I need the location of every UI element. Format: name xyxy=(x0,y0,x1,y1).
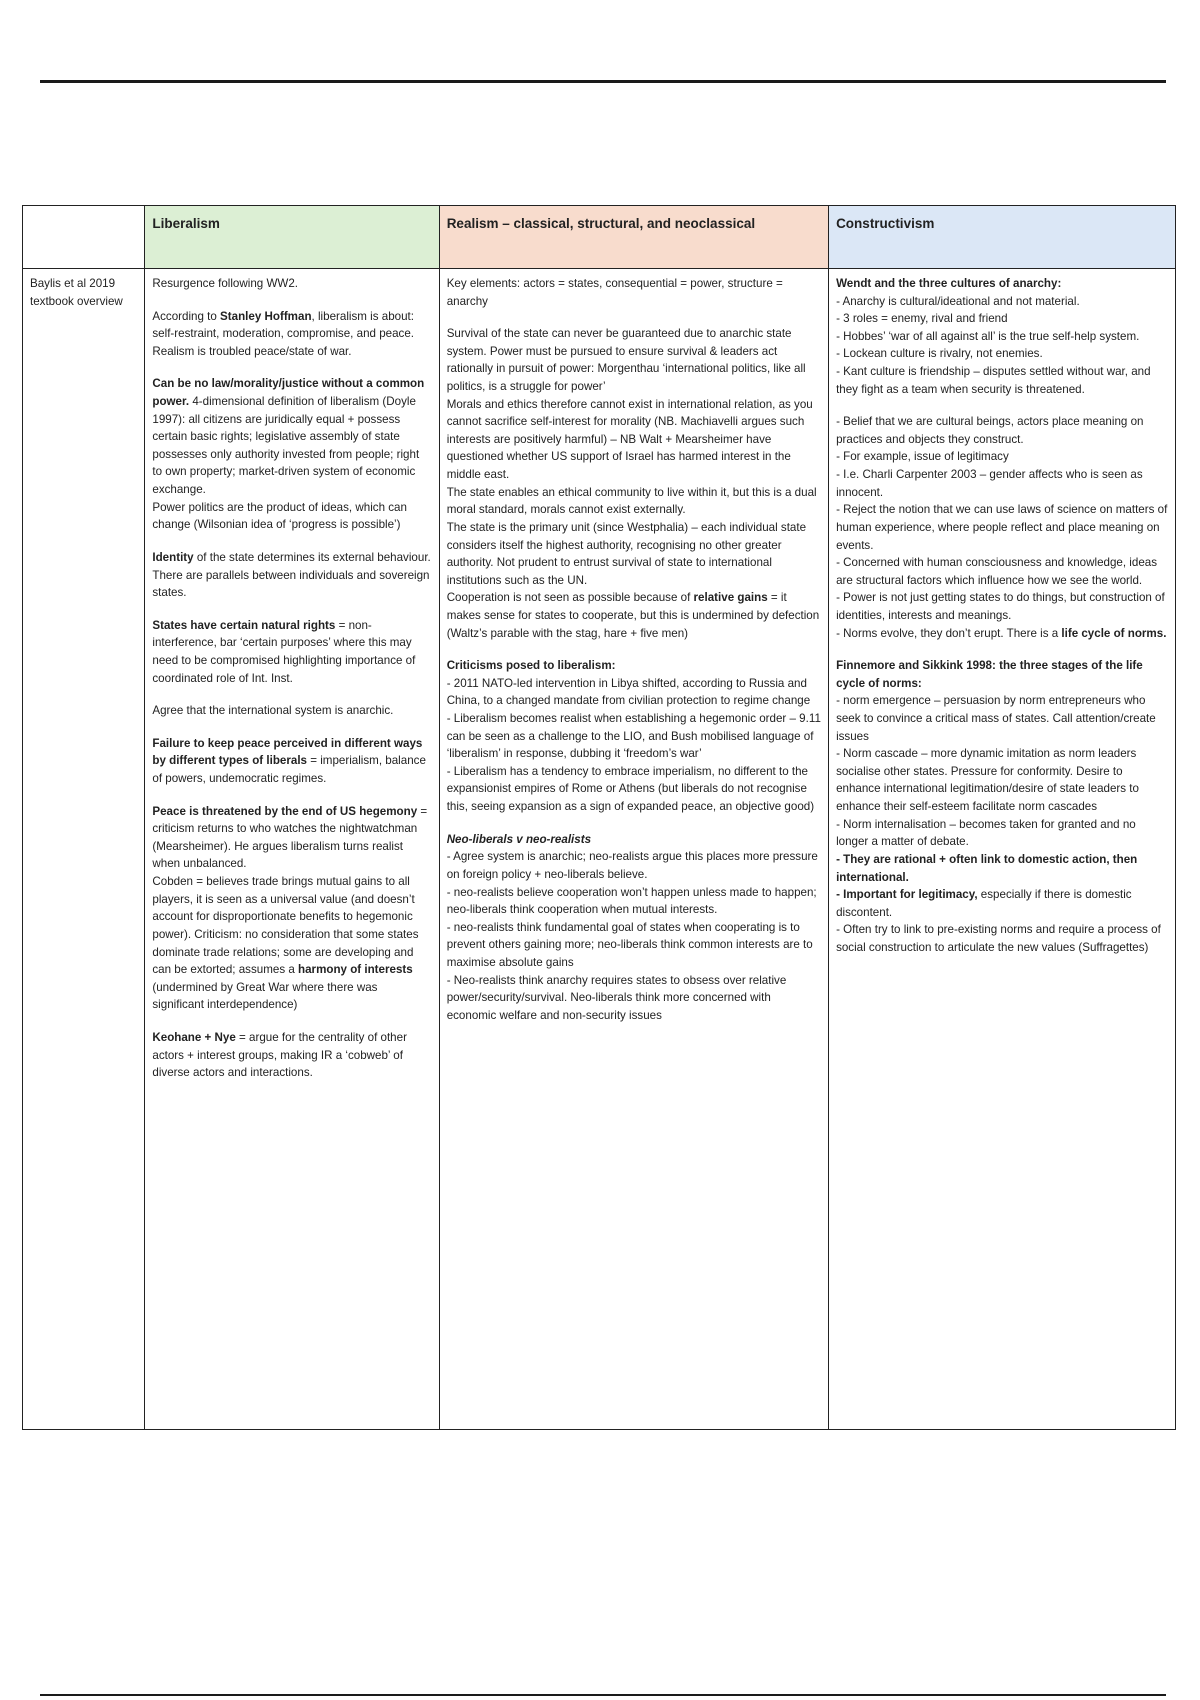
row-label: Baylis et al 2019 textbook overview xyxy=(23,269,145,1430)
real-ethical-community: The state enables an ethical community to live within it, but this is a dual moral standard, morals cannot exist externally. xyxy=(446,485,817,517)
real-crit-libya: - 2011 NATO-led intervention in Libya shifted, according to Russia and China, to a changed mandate from civilian protection to regime change xyxy=(446,676,811,708)
liberalism-cell xyxy=(145,269,439,1430)
lib-resurgence: Resurgence following WW2. xyxy=(152,277,298,290)
constructivism-cell xyxy=(829,269,1176,1430)
real-cooperation: Cooperation is not seen as possible because of relative gains = it makes sense for states to cooperate, but this is undermined by defection (Waltz’s parable with the stag, hare + five men) xyxy=(446,591,820,640)
con-f5: - Important for legitimacy, especially if there is domestic discontent. xyxy=(836,888,1132,919)
real-neo-1: - Agree system is anarchic; neo-realists argue this places more pressure on foreign policy + neo-liberals believe. xyxy=(446,850,818,881)
real-neo-heading: Neo-liberals v neo-realists xyxy=(446,832,592,846)
header-row xyxy=(23,206,1176,269)
con-b2: - For example, issue of legitimacy xyxy=(836,450,1009,464)
con-b3: - I.e. Charli Carpenter 2003 – gender affects who is seen as innocent. xyxy=(836,468,1143,499)
con-b5: - Concerned with human consciousness and knowledge, ideas are structural factors which influence how we see the world. xyxy=(836,556,1158,587)
header-realism: Realism – classical, structural, and neoclassical xyxy=(439,206,828,269)
lib-power-politics: Power politics are the product of ideas, which can change (Wilsonian idea of ‘progress is possible’) xyxy=(152,500,407,532)
con-w3: - Hobbes’ ‘war of all against all’ is the true self-help system. xyxy=(836,329,1140,343)
header-blank xyxy=(23,206,145,269)
con-f1: - norm emergence – persuasion by norm entrepreneurs who seek to convince a critical mass of states. Call attention/create issues xyxy=(836,694,1156,743)
lib-identity: Identity of the state determines its external behaviour. There are parallels between individuals and sovereign states. xyxy=(152,550,431,600)
con-w1: - Anarchy is cultural/ideational and not material. xyxy=(836,294,1080,308)
con-w4: - Lockean culture is rivalry, not enemies. xyxy=(836,347,1043,361)
header-constructivism: Constructivism xyxy=(829,206,1176,269)
real-criticisms-heading: Criticisms posed to liberalism: xyxy=(446,659,616,673)
bottom-rule xyxy=(40,1694,1166,1696)
lib-common-power: Can be no law/morality/justice without a common power. 4-dimensional definition of liberalism (Doyle 1997): all citizens are juridically equal + possess certain basic rights; legislative assembly of state possesses only authority invested from people; right to own property; market-driven system of economic exchange. xyxy=(152,377,425,497)
comparison-table xyxy=(22,205,1176,1430)
real-survival: Survival of the state can never be guaranteed due to anarchic state system. Power must be pursued to ensure survival & leaders act rationally in pursuit of power: Morgenthau ‘international politics, like all politics, is a struggle for power’ xyxy=(446,327,806,394)
realism-cell xyxy=(439,269,828,1430)
con-f2: - Norm cascade – more dynamic imitation as norm leaders socialise other states. Pressure for conformity. Desire to enhance international legitimation/desire of state leaders to enhance their self-esteem facilitate norm cascades xyxy=(836,747,1139,814)
real-crit-imperialism: - Liberalism has a tendency to embrace imperialism, no different to the expansionist empires of Rome or Athens (but liberals do not recognise this, seeing expansion as a sign of expanded peace, an objective good) xyxy=(446,764,815,814)
header-liberalism: Liberalism xyxy=(145,206,439,269)
top-rule xyxy=(40,80,1166,83)
con-f3: - Norm internalisation – becomes taken for granted and no longer a matter of debate. xyxy=(836,817,1136,849)
real-crit-hegemonic: - Liberalism becomes realist when establishing a hegemonic order – 9.11 can be seen as a challenge to the LIO, and Bush mobilised language of ‘liberalism’ in response, dubbing it ‘freedom’s war’ xyxy=(446,712,821,761)
real-neo-3: - neo-realists think fundamental goal of states when cooperating is to prevent others gaining more; neo-liberals think common interests are to maximise absolute gains xyxy=(446,920,813,969)
lib-anarchic: Agree that the international system is anarchic. xyxy=(152,704,394,718)
con-finnemore-heading: Finnemore and Sikkink 1998: the three stages of the life cycle of norms: xyxy=(836,659,1143,690)
table-row xyxy=(23,269,1176,1430)
lib-hegemony: Peace is threatened by the end of US hegemony = criticism returns to who watches the nightwatchman (Mearsheimer). He argues liberalism turns realist when unbalanced. xyxy=(152,804,428,871)
lib-hoffman: According to Stanley Hoffman, liberalism is about: self-restraint, moderation, compromise, and peace. Realism is troubled peace/state of war. xyxy=(152,309,414,358)
real-neo-2: - neo-realists believe cooperation won’t happen unless made to happen; neo-liberals think cooperation when mutual interests. xyxy=(446,885,817,917)
con-b1: - Belief that we are cultural beings, actors place meaning on practices and objects they construct. xyxy=(836,415,1144,446)
con-b7: - Norms evolve, they don’t erupt. There is a life cycle of norms. xyxy=(836,626,1167,640)
con-b6: - Power is not just getting states to do things, but construction of identities, interests and meanings. xyxy=(836,591,1165,622)
real-neo-4: - Neo-realists think anarchy requires states to obsess over relative power/security/survival. Neo-liberals think more concerned with economic welfare and non-security issues xyxy=(446,973,787,1022)
con-w5: - Kant culture is friendship – disputes settled without war, and they fight as a team when security is threatened. xyxy=(836,365,1151,396)
con-b4: - Reject the notion that we can use laws of science on matters of human experience, where people reflect and place meaning on events. xyxy=(836,503,1168,552)
lib-natural-rights: States have certain natural rights = non-interference, bar ‘certain purposes’ where this may need to be compromised highlighting importance of coordinated role of Int. Inst. xyxy=(152,618,416,685)
con-wendt-heading: Wendt and the three cultures of anarchy: xyxy=(836,277,1062,290)
lib-cobden: Cobden = believes trade brings mutual gains to all players, it is seen as a universal value (and doesn’t account for disproportionate benefits to hegemonic power). Criticism: no consideration that some states dominate trade relations; some are developing and can be extorted; assumes a harmony of interests (undermined by Great War where there was significant interdependence) xyxy=(152,875,419,1012)
con-f4: - They are rational + often link to domestic action, then international. xyxy=(836,852,1138,884)
real-key-elements: Key elements: actors = states, consequential = power, structure = anarchy xyxy=(446,277,783,308)
con-w2: - 3 roles = enemy, rival and friend xyxy=(836,312,1008,326)
con-f6: - Often try to link to pre-existing norms and require a process of social construction to articulate the new values (Suffragettes) xyxy=(836,923,1161,954)
real-primary-unit: The state is the primary unit (since Westphalia) – each individual state considers itself the highest authority, recognising no other greater authority. Not prudent to entrust survival of state to international institutions such as the UN. xyxy=(446,520,807,587)
lib-failure-peace: Failure to keep peace perceived in different ways by different types of liberals = imperialism, balance of powers, undemocratic regimes. xyxy=(152,736,426,786)
real-morals: Morals and ethics therefore cannot exist in international relation, as you cannot sacrifice self-interest for morality (NB. Machiavelli argues such interests are positively harmful) – NB Walt + Mearsheimer have questioned whether US support of Israel has harmed interest in the middle east. xyxy=(446,397,813,482)
lib-keohane-nye: Keohane + Nye = argue for the centrality of other actors + interest groups, making IR a ‘cobweb’ of diverse actors and interactions. xyxy=(152,1030,407,1080)
